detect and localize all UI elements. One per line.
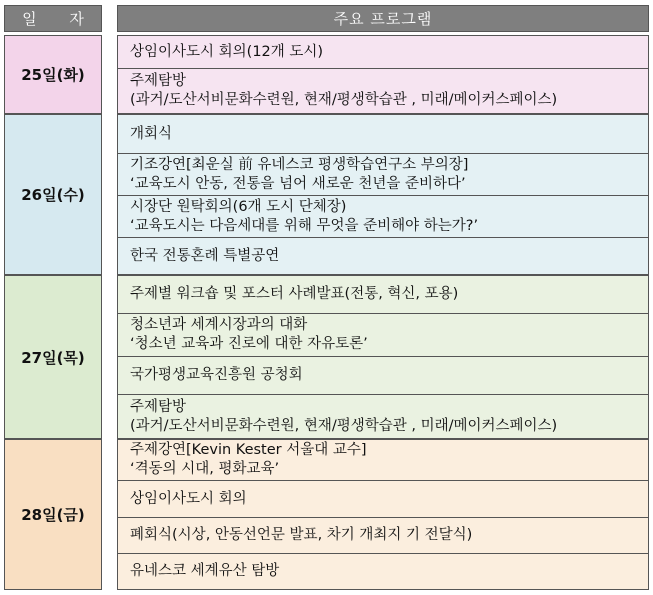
program-line: 상임이사도시 회의(12개 도시)	[130, 43, 324, 60]
program-group-27	[117, 275, 649, 439]
program-line: 한국 전통혼례 특별공연	[130, 247, 280, 264]
program-line: 기조강연[최운실 前 유네스코 평생학습연구소 부의장]	[130, 156, 469, 173]
program-line: (과거/도산서비문화수련원, 현재/평생학습관 , 미래/메이커스페이스)	[130, 92, 558, 108]
program-line: 유네스코 세계유산 탐방	[130, 563, 280, 579]
program-line: (과거/도산서비문화수련원, 현재/평생학습관 , 미래/메이커스페이스)	[130, 417, 558, 434]
program-line: 국가평생교육진흥원 공청회	[130, 367, 303, 383]
program-item	[118, 553, 648, 589]
program-item	[118, 440, 648, 480]
program-item	[118, 313, 648, 356]
program-line: 폐회식(시상, 안동선언문 발표, 차기 개최지 기 전달식)	[130, 527, 473, 543]
program-item	[118, 195, 648, 237]
program-line: 주제탐방	[130, 398, 187, 415]
program-item	[118, 36, 648, 68]
day-label-28: 28일(금)	[4, 439, 102, 590]
program-line: 주제강연[Kevin Kester 서울대 교수]	[130, 442, 367, 458]
program-line: 개회식	[130, 125, 173, 142]
program-line: 주제탐방	[130, 73, 187, 89]
program-line: 시장단 원탁회의(6개 도시 단체장)	[130, 198, 347, 215]
program-group-25	[117, 35, 649, 114]
program-item	[118, 237, 648, 274]
day-label-26: 26일(수)	[4, 114, 102, 275]
program-item	[118, 394, 648, 438]
program-line: ‘교육도시 안동, 전통을 넘어 새로운 천년을 준비하다’	[130, 175, 466, 192]
program-line: ‘청소년 교육과 진로에 대한 자유토론’	[130, 336, 368, 352]
day-label-25: 25일(화)	[4, 35, 102, 114]
program-item	[118, 517, 648, 553]
program-line: 상임이사도시 회의	[130, 490, 247, 507]
program-line: 주제별 워크숍 및 포스터 사례발표(전통, 혁신, 포용)	[130, 286, 459, 302]
program-line: 청소년과 세계시장과의 대화	[130, 317, 308, 333]
program-group-28	[117, 439, 649, 590]
program-line: ‘격동의 시대, 평화교육’	[130, 461, 280, 477]
program-item	[118, 276, 648, 313]
program-group-26	[117, 114, 649, 275]
program-item	[118, 356, 648, 394]
program-item	[118, 115, 648, 153]
program-item	[118, 68, 648, 113]
program-item	[118, 480, 648, 517]
header-program: 주요 프로그램	[117, 5, 649, 32]
program-item	[118, 153, 648, 195]
program-line: ‘교육도시는 다음세대를 위해 무엇을 준비해야 하는가?’	[130, 217, 479, 234]
day-label-27: 27일(목)	[4, 275, 102, 439]
header-date: 일 자	[4, 5, 102, 32]
